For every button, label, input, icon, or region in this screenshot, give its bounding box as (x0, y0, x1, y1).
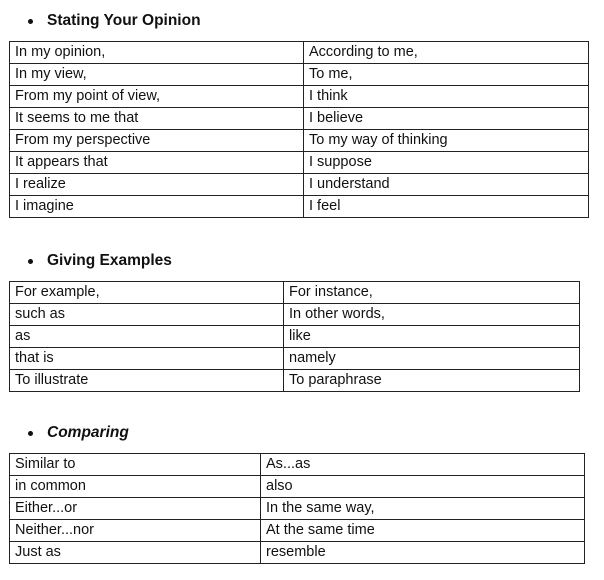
phrase-cell: Neither...nor (10, 520, 261, 542)
phrase-cell: as (10, 326, 284, 348)
table-row (10, 86, 589, 108)
table-row (10, 64, 589, 86)
phrase-cell: Just as (10, 542, 261, 564)
phrase-cell: To me, (304, 64, 589, 86)
table-row (10, 498, 585, 520)
table-row (10, 152, 589, 174)
bullet-icon (28, 19, 33, 24)
table-row (10, 370, 580, 392)
phrase-cell: According to me, (304, 42, 589, 64)
phrase-cell: For instance, (284, 282, 580, 304)
section-title: Stating Your Opinion (47, 12, 201, 29)
comparing-table (9, 453, 585, 564)
table-row (10, 304, 580, 326)
table-row (10, 326, 580, 348)
table-row (10, 282, 580, 304)
phrase-cell: I feel (304, 196, 589, 218)
section-heading-opinion (28, 12, 201, 30)
table-row (10, 520, 585, 542)
table-row (10, 130, 589, 152)
phrase-cell: Either...or (10, 498, 261, 520)
phrase-cell: To paraphrase (284, 370, 580, 392)
table-row (10, 42, 589, 64)
phrase-cell: also (261, 476, 585, 498)
phrase-cell: resemble (261, 542, 585, 564)
phrase-cell: In my view, (10, 64, 304, 86)
phrase-cell: It appears that (10, 152, 304, 174)
table-row (10, 108, 589, 130)
phrase-cell: like (284, 326, 580, 348)
phrase-cell: To my way of thinking (304, 130, 589, 152)
phrase-cell: From my point of view, (10, 86, 304, 108)
phrase-cell: At the same time (261, 520, 585, 542)
phrase-cell: I imagine (10, 196, 304, 218)
phrase-cell: For example, (10, 282, 284, 304)
phrase-cell: In my opinion, (10, 42, 304, 64)
section-heading-examples (28, 252, 172, 270)
bullet-icon (28, 259, 33, 264)
phrase-cell: I realize (10, 174, 304, 196)
section-title: Comparing (47, 424, 129, 441)
examples-table (9, 281, 580, 392)
phrase-cell: I suppose (304, 152, 589, 174)
table-row (10, 476, 585, 498)
section-title: Giving Examples (47, 252, 172, 269)
phrase-cell: namely (284, 348, 580, 370)
phrase-cell: To illustrate (10, 370, 284, 392)
table-row (10, 542, 585, 564)
section-heading-comparing (28, 424, 129, 442)
bullet-icon (28, 431, 33, 436)
table-row (10, 454, 585, 476)
phrase-cell: In the same way, (261, 498, 585, 520)
phrase-cell: I understand (304, 174, 589, 196)
phrase-cell: In other words, (284, 304, 580, 326)
phrase-cell: that is (10, 348, 284, 370)
phrase-cell: in common (10, 476, 261, 498)
phrase-cell: such as (10, 304, 284, 326)
phrase-cell: From my perspective (10, 130, 304, 152)
phrase-cell: As...as (261, 454, 585, 476)
table-row (10, 348, 580, 370)
table-row (10, 196, 589, 218)
phrase-cell: I believe (304, 108, 589, 130)
phrase-cell: I think (304, 86, 589, 108)
opinion-table (9, 41, 589, 218)
phrase-cell: Similar to (10, 454, 261, 476)
phrase-cell: It seems to me that (10, 108, 304, 130)
table-row (10, 174, 589, 196)
